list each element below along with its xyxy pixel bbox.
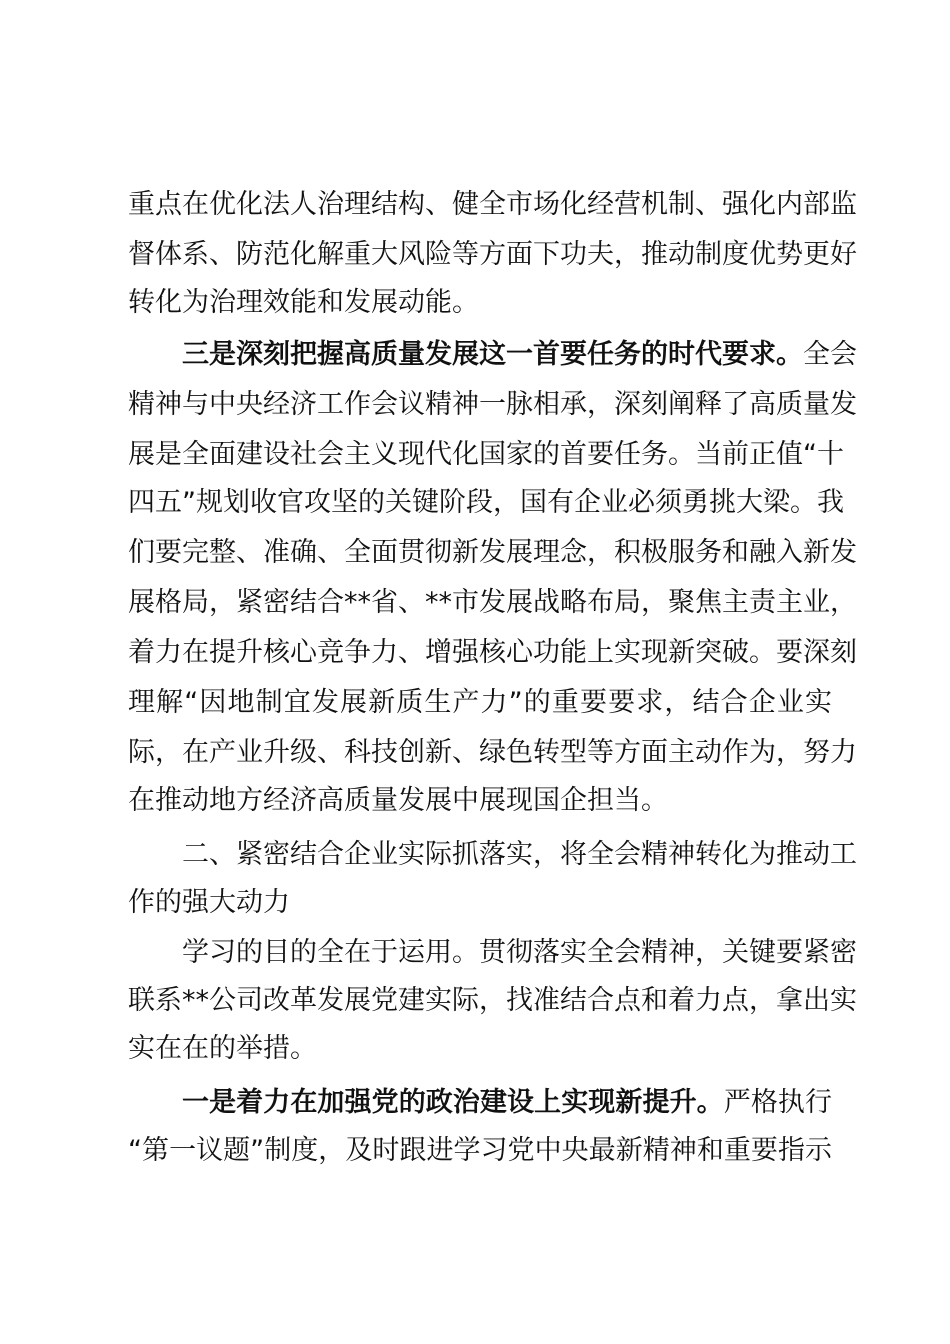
- section-heading-cont: [128, 886, 832, 920]
- line-text: 们要完整、准确、全面贯彻新发展理念，积极服务和融入新发: [128, 537, 857, 568]
- paragraph-start: [182, 936, 857, 970]
- text-line: [128, 984, 857, 1018]
- paragraph-start: [182, 338, 857, 372]
- text-line: [128, 686, 832, 720]
- text-line: [128, 286, 832, 320]
- bold-lead: 三是深刻把握高质量发展这一首要任务的时代要求。: [182, 339, 803, 370]
- text-line: [128, 536, 857, 570]
- line-text: 二、紧密结合企业实际抓落实，将全会精神转化为推动工: [182, 839, 857, 870]
- line-text: 转化为治理效能和发展动能。: [128, 287, 479, 318]
- bold-lead: 一是着力在加强党的政治建设上实现新提升。: [182, 1087, 724, 1118]
- text-line: [128, 188, 857, 222]
- line-text: “第一议题”制度，及时跟进学习党中央最新精神和重要指示: [128, 1135, 832, 1166]
- line-text: 精神与中央经济工作会议精神一脉相承，深刻阐释了高质量发: [128, 389, 857, 420]
- text-line: [128, 636, 857, 670]
- text-line: [128, 388, 857, 422]
- line-text: 联系**公司改革发展党建实际，找准结合点和着力点，拿出实: [128, 985, 857, 1016]
- line-text: 展是全面建设社会主义现代化国家的首要任务。当前正值“十: [128, 439, 844, 470]
- text-line: [128, 486, 844, 520]
- line-text: 学习的目的全在于运用。贯彻落实全会精神，关键要紧密: [182, 937, 857, 968]
- text-line: [128, 784, 832, 818]
- line-text: 严格执行: [723, 1087, 833, 1118]
- line-text: 理解“因地制宜发展新质生产力”的重要要求，结合企业实: [128, 687, 832, 718]
- line-text: 在推动地方经济高质量发展中展现国企担当。: [128, 785, 668, 816]
- line-text: 着力在提升核心竞争力、增强核心功能上实现新突破。要深刻: [128, 637, 857, 668]
- line-text: 作的强大动力: [128, 887, 290, 918]
- text-line: [128, 586, 857, 620]
- paragraph-start: [182, 1086, 832, 1120]
- text-line: [128, 438, 844, 472]
- line-text: 际，在产业升级、科技创新、绿色转型等方面主动作为，努力: [128, 737, 857, 768]
- line-text: 全会: [803, 339, 857, 370]
- line-text: 督体系、防范化解重大风险等方面下功夫，推动制度优势更好: [128, 239, 857, 270]
- text-line: [128, 238, 857, 272]
- text-line: [128, 1134, 832, 1168]
- text-line: [128, 1032, 832, 1066]
- line-text: 展格局，紧密结合**省、**市发展战略布局，聚焦主责主业，: [128, 587, 857, 618]
- line-text: 实在在的举措。: [128, 1033, 317, 1064]
- line-text: 重点在优化法人治理结构、健全市场化经营机制、强化内部监: [128, 189, 857, 220]
- line-text: 四五”规划收官攻坚的关键阶段，国有企业必须勇挑大梁。我: [128, 487, 844, 518]
- section-heading: [182, 838, 857, 872]
- text-line: [128, 736, 857, 770]
